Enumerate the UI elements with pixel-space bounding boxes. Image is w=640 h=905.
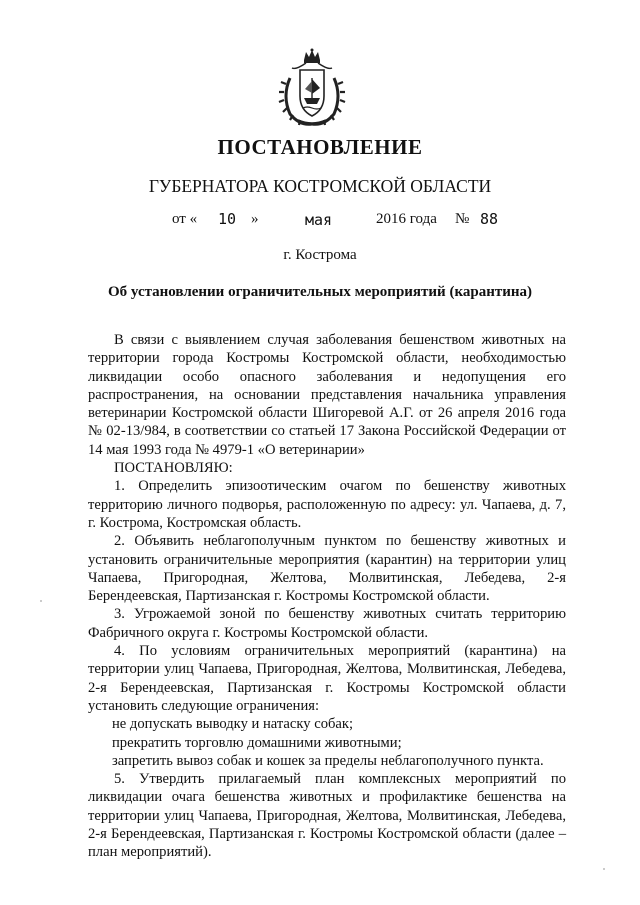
- document-body: [88, 331, 566, 862]
- date-day: 10: [218, 210, 237, 228]
- city-line: г. Кострома: [283, 247, 357, 263]
- document-number: 88: [480, 210, 499, 228]
- resolve-line: ПОСТАНОВЛЯЮ:: [114, 460, 233, 477]
- scan-speck: [40, 600, 42, 602]
- date-prefix: от «: [172, 211, 198, 227]
- restriction-item: прекратить торговлю домашними животными;: [112, 734, 402, 751]
- date-year: 2016 года: [376, 211, 437, 227]
- dateline: [0, 211, 640, 235]
- issuer-title: ГУБЕРНАТОРА КОСТРОМСКОЙ ОБЛАСТИ: [148, 176, 492, 196]
- clause-1: 1. Определить эпизоотическим очагом по бешенству животных территорию личного подворья, расположенную по адресу: ул. Чапаева, д. 7, г. Кострома, Костромская область.: [88, 478, 566, 531]
- restriction-item: запретить вывоз собак и кошек за пределы неблагополучного пункта.: [112, 752, 544, 769]
- restriction-item: не допускать выводку и натаску собак;: [112, 716, 354, 733]
- preamble-paragraph: В связи с выявлением случая заболевания бешенством животных на территории города Костромы Костромской области, необходимостью ликвидации особо опасного заболевания и недопущения его распространения, на основании представления начальника управления ветеринарии Костромской области Шигоревой А.Г. от 26 апреля 2016 года № 02-13/984, в соответствии со статьей 17 Закона Российской Федерации от 14 мая 1993 года № 4979-1 «О ветеринарии»: [88, 332, 566, 458]
- clause-5: 5. Утвердить прилагаемый план комплексных мероприятий по ликвидации очага бешенства животных и профилактике бешенства на территории улиц Чапаева, Пригородная, Желтова, Молвитинская, Лебедева, 2-я Берендеевская, Партизанская г. Костромы Костромской области (далее – план мероприятий).: [88, 771, 566, 861]
- date-month: мая: [305, 211, 333, 229]
- document-type-title: ПОСТАНОВЛЕНИЕ: [217, 135, 423, 159]
- scan-speck: [603, 868, 605, 870]
- number-sign: №: [455, 211, 470, 227]
- clause-4: 4. По условиям ограничительных мероприятий (карантина) на территории улиц Чапаева, Пригородная, Желтова, Молвитинская, Лебедева, 2-я Берендеевская, Партизанская г. Костромы Костромской области установить следующие ограничения:: [88, 643, 566, 714]
- date-close-quote: »: [251, 211, 259, 227]
- coat-of-arms-icon: [276, 48, 348, 128]
- clause-2: 2. Объявить неблагополучным пунктом по бешенству животных и установить ограничительные мероприятия (карантин) на территории улиц Чапаева, Пригородная, Желтова, Молвитинская, Лебедева, 2-я Берендеевская, Партизанская г. Костромы Костромской области.: [88, 533, 566, 605]
- clause-3: 3. Угрожаемой зоной по бешенству животных считать территорию Фабричного округа г. Костромы Костромской области.: [88, 606, 566, 641]
- document-heading: Об установлении ограничительных мероприятий (карантина): [107, 284, 532, 300]
